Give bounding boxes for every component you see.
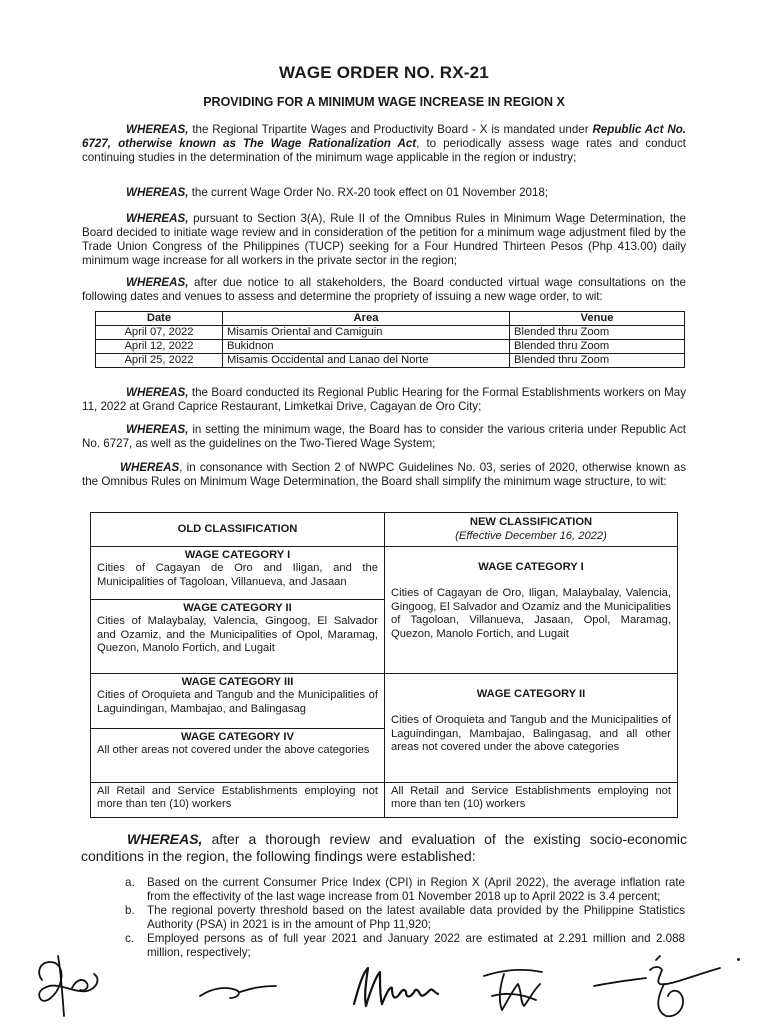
- table-cell-area: Misamis Oriental and Camiguin: [223, 326, 510, 340]
- old-category-4: WAGE CATEGORY IV All other areas not covered under the above categories: [91, 728, 384, 783]
- column-header-venue: Venue: [510, 312, 685, 326]
- new-classification-column: [385, 513, 677, 817]
- whereas-paragraph-consultations: WHEREAS, after due notice to all stakeholders, the Board conducted virtual wage consultations on the following dates and venues to assess and determine the propriety of issuing a new wage order, to wit:: [82, 276, 686, 303]
- whereas-paragraph-criteria: WHEREAS, in setting the minimum wage, the Board has to consider the various criteria under Republic Act No. 6727, as well as the guidelines on the Two-Tiered Wage System;: [82, 423, 686, 450]
- old-retail-service: All Retail and Service Establishments employing not more than ten (10) workers: [97, 785, 378, 811]
- table-cell-venue: Blended thru Zoom: [510, 354, 685, 368]
- new-category-2: WAGE CATEGORY II Cities of Oroquieta and Tangub and the Municipalities of Laguindingan, Mambajao, Balingasag, and all other areas not covered under the above categories: [385, 674, 677, 783]
- stray-mark: [737, 958, 740, 961]
- column-header-area: Area: [223, 312, 510, 326]
- list-item: b. The regional poverty threshold based on the latest available data provided by the Philippine Statistics Authority (PSA) in 2021 is in the amount of Php 11,920;: [125, 903, 685, 931]
- whereas-paragraph-current-order: WHEREAS, the current Wage Order No. RX-20 took effect on 01 November 2018;: [126, 186, 549, 199]
- table-cell-date: April 25, 2022: [96, 354, 223, 368]
- old-category-1: WAGE CATEGORY I Cities of Cagayan de Oro and Iligan, and the Municipalities of Tagoloan, Villanueva, and Jasaan: [91, 547, 384, 600]
- new-retail-service: All Retail and Service Establishments employing not more than ten (10) workers: [391, 785, 671, 811]
- signature-2: [196, 976, 280, 1006]
- table-cell-venue: Blended thru Zoom: [510, 340, 685, 354]
- old-category-2: WAGE CATEGORY II Cities of Malaybalay, Valencia, Gingoog, El Salvador and Ozamiz, and the Municipalities of Opol, Maramag, Quezon, Manolo Fortich, and Lugait: [91, 600, 384, 674]
- table-cell-area: Misamis Occidental and Lanao del Norte: [223, 354, 510, 368]
- whereas-paragraph-simplify: WHEREAS, in consonance with Section 2 of NWPC Guidelines No. 03, series of 2020, otherwise known as the Omnibus Rules on Minimum Wage Determination, the Board shall simplify the minimum wage structure, to wit:: [82, 461, 686, 488]
- signature-1: [28, 950, 108, 1022]
- old-classification-header: OLD CLASSIFICATION: [91, 513, 384, 547]
- table-cell-date: April 12, 2022: [96, 340, 223, 354]
- old-category-3: WAGE CATEGORY III Cities of Oroquieta and Tangub and the Municipalities of Laguindingan, Mambajao, and Balingasag: [97, 676, 378, 715]
- findings-list: [125, 876, 685, 959]
- signature-3: [346, 960, 446, 1012]
- wage-classification-table: [90, 512, 678, 818]
- signature-5: [590, 952, 730, 1024]
- whereas-paragraph-public-hearing: WHEREAS, the Board conducted its Regional Public Hearing for the Formal Establishments workers on May 11, 2022 at Grand Caprice Restaurant, Limketkai Drive, Cagayan de Oro City;: [82, 386, 686, 413]
- table-header-row: [96, 312, 685, 326]
- whereas-paragraph-findings: WHEREAS, after a thorough review and evaluation of the existing socio-economic conditions in the region, the following findings were established:: [81, 831, 687, 864]
- column-header-date: Date: [96, 312, 223, 326]
- whereas-paragraph-petition: WHEREAS, pursuant to Section 3(A), Rule II of the Omnibus Rules in Minimum Wage Determination, the Board decided to initiate wage review and in consideration of the petition for a minimum wage adjustment filed by the Trade Union Congress of the Philippines (TUCP) seeking for a Four Hundred Thirteen Pesos (Php 413.00) daily minimum wage increase for all workers in the private sector in the region;: [82, 212, 686, 267]
- whereas-paragraph-mandate: WHEREAS, the Regional Tripartite Wages and Productivity Board - X is mandated under Republic Act No. 6727, otherwise known as The Wage Rationalization Act, to periodically assess wage rates and conduct continuing studies in the determination of the minimum wage applicable in the region or industry;: [82, 123, 687, 164]
- table-cell-area: Bukidnon: [223, 340, 510, 354]
- document-title: WAGE ORDER NO. RX-21: [279, 63, 489, 82]
- consultation-table: [95, 311, 685, 368]
- list-item: c. Employed persons as of full year 2021 and January 2022 are estimated at 2.291 million and 2.088 million, respectively;: [125, 931, 685, 959]
- new-category-1: WAGE CATEGORY I Cities of Cagayan de Oro, Iligan, Malaybalay, Valencia, Gingoog, El Salvador and Ozamiz and the Municipalities of Tagoloan, Villanueva, Jasaan, Opol, Maramag, Quezon, Manolo Fortich, and Lugait: [385, 547, 677, 674]
- table-row: [96, 326, 685, 340]
- new-classification-header: NEW CLASSIFICATION (Effective December 16, 2022): [385, 513, 677, 547]
- old-classification-column: [91, 513, 385, 817]
- table-cell-venue: Blended thru Zoom: [510, 326, 685, 340]
- signature-4: [478, 962, 558, 1018]
- list-item: a. Based on the current Consumer Price Index (CPI) in Region X (April 2022), the average inflation rate from the effectivity of the last wage increase from 01 November 2018 up to April 2022 is 3.4 percent;: [125, 876, 685, 903]
- table-row: [96, 340, 685, 354]
- table-cell-date: April 07, 2022: [96, 326, 223, 340]
- table-row: [96, 354, 685, 368]
- document-subtitle: PROVIDING FOR A MINIMUM WAGE INCREASE IN REGION X: [203, 95, 565, 109]
